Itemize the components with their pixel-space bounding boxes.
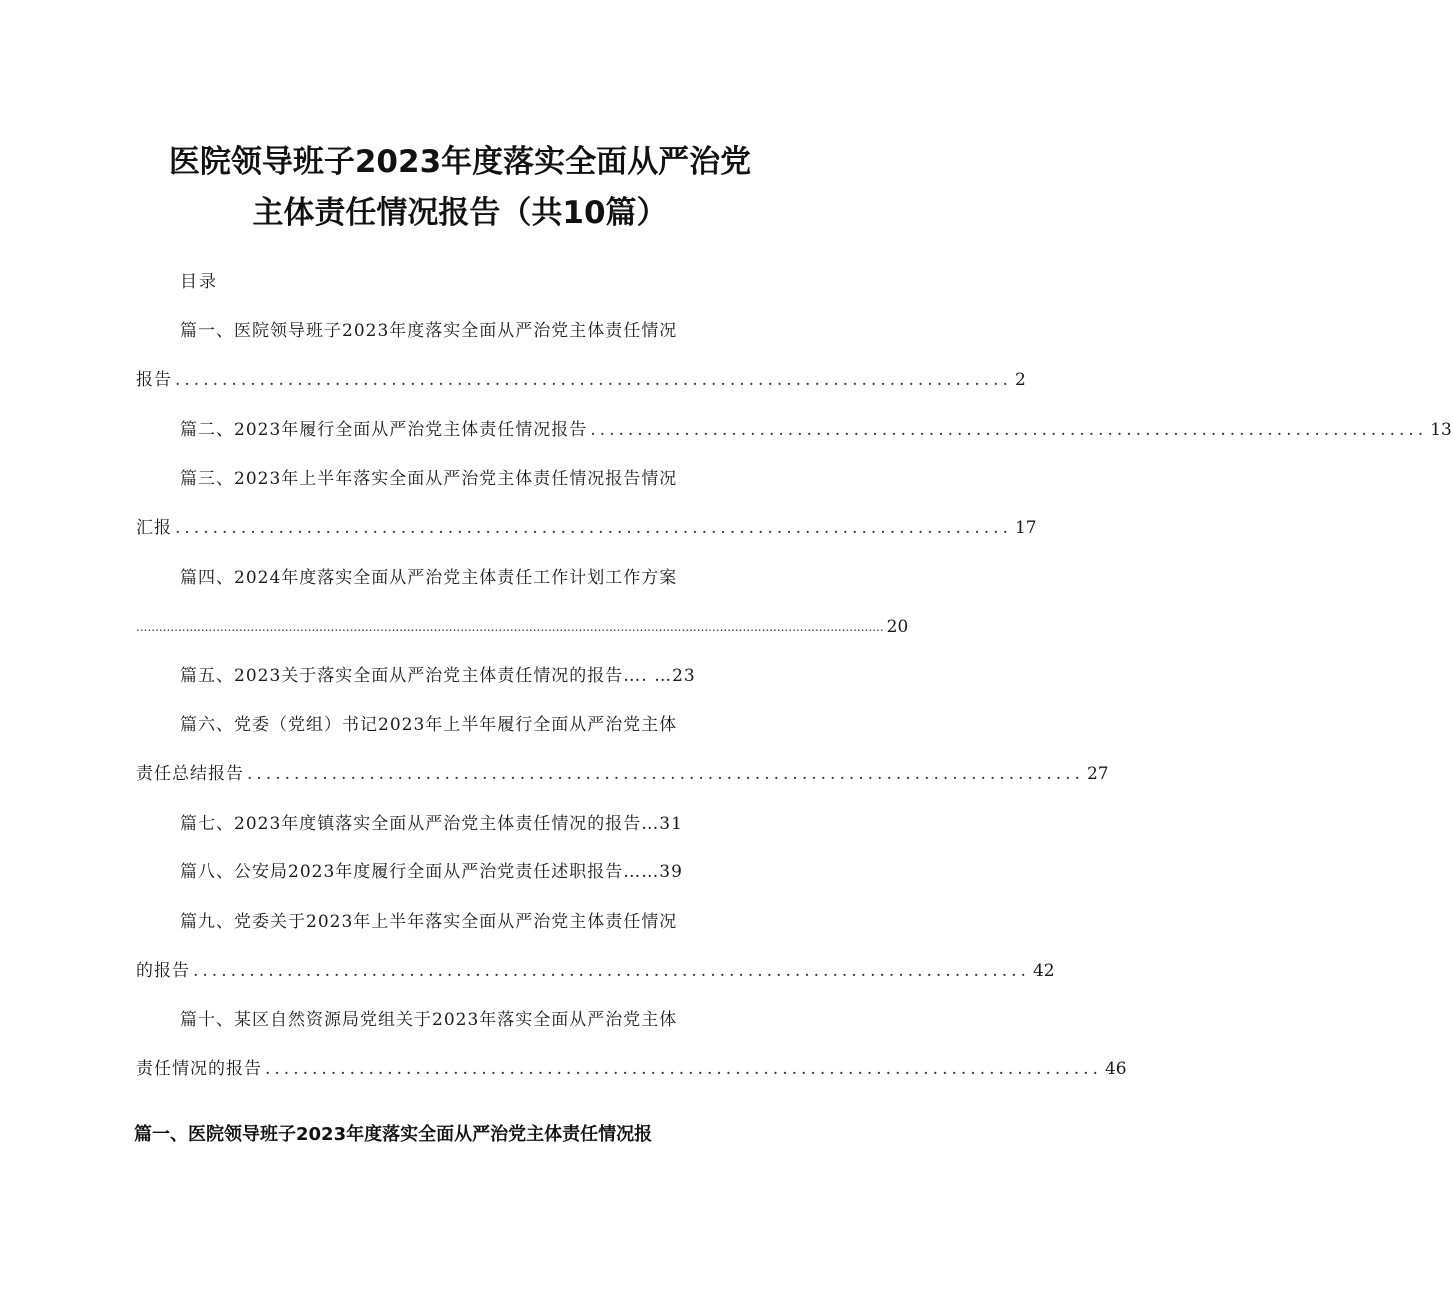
toc-entry-text: 责任情况的报告	[136, 1059, 262, 1079]
toc-page-number: 20	[886, 617, 909, 637]
toc-leader-dots: .........................................................................................	[265, 1059, 1102, 1079]
toc-entry-9-line-1[interactable]: 篇九、党委关于2023年上半年落实全面从严治党主体责任情况	[180, 912, 678, 932]
toc-heading: 目录	[180, 272, 218, 292]
toc-entry-7[interactable]: 篇七、2023年度镇落实全面从严治党主体责任情况的报告…31	[180, 814, 683, 834]
toc-page-number: 46	[1104, 1059, 1127, 1079]
toc-page-number: 2	[1014, 370, 1026, 390]
toc-leader-dots: .........................................................................................	[175, 518, 1012, 538]
toc-leader-dots: .........................................................................................	[193, 961, 1030, 981]
toc-entry-9-line-2[interactable]	[136, 959, 1055, 983]
toc-entry-10-line-2[interactable]	[136, 1057, 1127, 1081]
toc-entry-6-line-2[interactable]	[136, 762, 1109, 786]
toc-leader-dots: .........................................................................................	[590, 420, 1428, 440]
document-title-line-1: 医院领导班子2023年度落实全面从严治党	[168, 144, 752, 180]
toc-leader-dots: .........................................................................................	[247, 764, 1084, 784]
toc-entry-4-line-2[interactable]	[136, 615, 909, 639]
toc-page-number: 13	[1430, 420, 1452, 440]
toc-leader-dots: ....................................................................................................................................................................................................	[136, 620, 884, 634]
toc-entry-1-line-1[interactable]: 篇一、医院领导班子2023年度落实全面从严治党主体责任情况	[180, 321, 678, 341]
toc-entry-3-line-1[interactable]: 篇三、2023年上半年落实全面从严治党主体责任情况报告情况	[180, 469, 678, 489]
toc-page-number: 42	[1032, 961, 1055, 981]
toc-entry-8[interactable]: 篇八、公安局2023年度履行全面从严治党责任述职报告……39	[180, 862, 683, 882]
toc-page-number: 27	[1086, 764, 1109, 784]
toc-entry-text: 篇二、2023年履行全面从严治党主体责任情况报告	[180, 420, 588, 440]
toc-entry-2[interactable]	[180, 418, 1452, 442]
toc-entry-4-line-1[interactable]: 篇四、2024年度落实全面从严治党主体责任工作计划工作方案	[180, 568, 678, 588]
toc-leader-dots: .........................................................................................	[175, 370, 1012, 390]
toc-page-number: 17	[1014, 518, 1037, 538]
toc-entry-1-line-2[interactable]	[136, 368, 1026, 392]
document-title-line-2: 主体责任情况报告（共10篇）	[252, 195, 668, 231]
toc-entry-10-line-1[interactable]: 篇十、某区自然资源局党组关于2023年落实全面从严治党主体	[180, 1010, 678, 1030]
toc-entry-3-line-2[interactable]	[136, 516, 1037, 540]
section-heading: 篇一、医院领导班子2023年度落实全面从严治党主体责任情况报	[134, 1124, 653, 1145]
toc-entry-text: 报告	[136, 370, 172, 390]
toc-entry-text: 责任总结报告	[136, 764, 244, 784]
toc-entry-6-line-1[interactable]: 篇六、党委（党组）书记2023年上半年履行全面从严治党主体	[180, 715, 678, 735]
toc-entry-text: 汇报	[136, 518, 172, 538]
toc-entry-text: 的报告	[136, 961, 190, 981]
toc-entry-5[interactable]: 篇五、2023关于落实全面从严治党主体责任情况的报告…. …23	[180, 666, 696, 686]
